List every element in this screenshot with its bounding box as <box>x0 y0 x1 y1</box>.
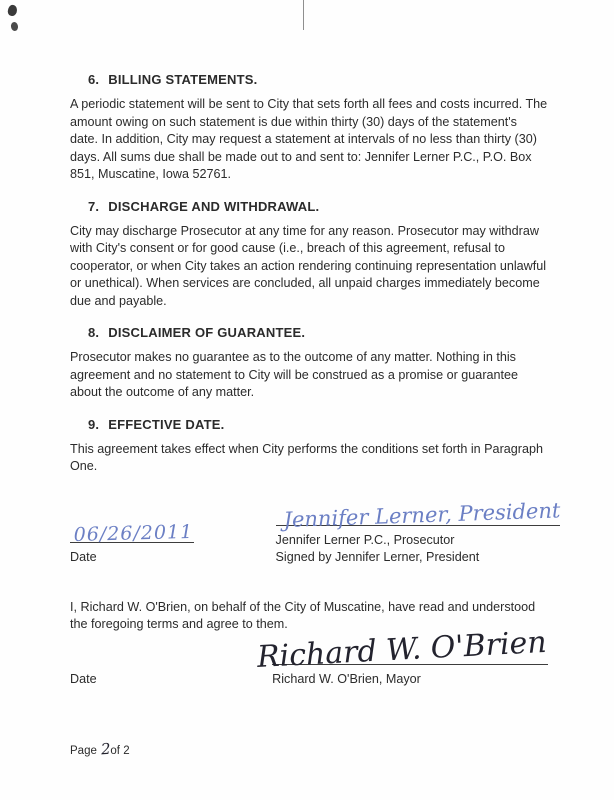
prosecutor-signedby-label: Signed by Jennifer Lerner, President <box>275 550 480 564</box>
date-signature-block <box>70 520 194 567</box>
mayor-signature-block <box>256 624 548 689</box>
prosecutor-name-label: Jennifer Lerner P.C., Prosecutor <box>275 532 455 547</box>
prosecutor-handwritten-signature: Jennifer Lerner, President <box>282 497 561 532</box>
section-8-heading <box>70 325 548 340</box>
prosecutor-signature-row <box>70 497 561 567</box>
scan-artifact-mark <box>10 21 18 31</box>
mayor-date-block <box>70 665 190 689</box>
section-7-number: 7. <box>88 198 100 214</box>
section-7-heading <box>70 199 548 214</box>
prosecutor-signature-block <box>275 497 561 567</box>
section-7-body: City may discharge Prosecutor at any time for any reason. Prosecutor may withdraw with City's consent or for good cause (i.e., breach of this agreement, refusal to cooperator, or when City takes an action rendering continuing representation unlawful or unethical). When services are concluded, all unpaid charges immediately become due and payable. <box>70 223 547 308</box>
footer-prefix: Page <box>70 745 97 757</box>
section-6-number: 6. <box>88 72 100 87</box>
section-8-title: DISCLAIMER OF GUARANTEE. <box>108 325 306 340</box>
mayor-signature-row <box>70 624 548 689</box>
section-8-body: Prosecutor makes no guarantee as to the outcome of any matter. Nothing in this agreement and no statement to City will be construed as a promise or guarantee about the outcome of any matter. <box>70 350 519 399</box>
section-9-body: This agreement takes effect when City performs the conditions set forth in Paragraph One. <box>70 441 543 473</box>
section-8-number: 8. <box>88 325 100 340</box>
section-6-heading <box>70 72 548 87</box>
section-9-title: EFFECTIVE DATE. <box>108 416 225 432</box>
mayor-handwritten-signature: Richard W. O'Brien <box>256 624 548 675</box>
handwritten-date: 06/26/2011 <box>73 520 194 546</box>
handwritten-page-number: 2 <box>100 739 112 759</box>
mayor-name-label: Richard W. O'Brien, Mayor <box>272 671 421 686</box>
section-9-heading <box>70 417 548 432</box>
scan-artifact-line <box>303 0 304 30</box>
date-label: Date <box>70 550 97 564</box>
scan-artifact-mark <box>7 4 19 17</box>
section-6-body: A periodic statement will be sent to City that sets forth all fees and costs incurred. The amount owing on such statement is due within thirty (30) days of the statement's date. In addition, City may request a statement at intervals of no less than thirty (30) days. All sums due shall be made out to and sent to: Jennifer Lerner P.C., P.O. Box 851, Muscatine, Iowa 52761. <box>70 97 548 181</box>
mayor-date-label: Date <box>70 671 97 686</box>
acknowledgment-paragraph: I, Richard W. O'Brien, on behalf of the City of Muscatine, have read and understood the foregoing terms and agree to them. <box>70 599 536 631</box>
section-7-title: DISCHARGE AND WITHDRAWAL. <box>108 198 320 214</box>
page-footer <box>70 740 130 758</box>
section-9-number: 9. <box>88 416 100 432</box>
section-6-title: BILLING STATEMENTS. <box>108 72 258 87</box>
footer-suffix: of 2 <box>110 745 130 757</box>
